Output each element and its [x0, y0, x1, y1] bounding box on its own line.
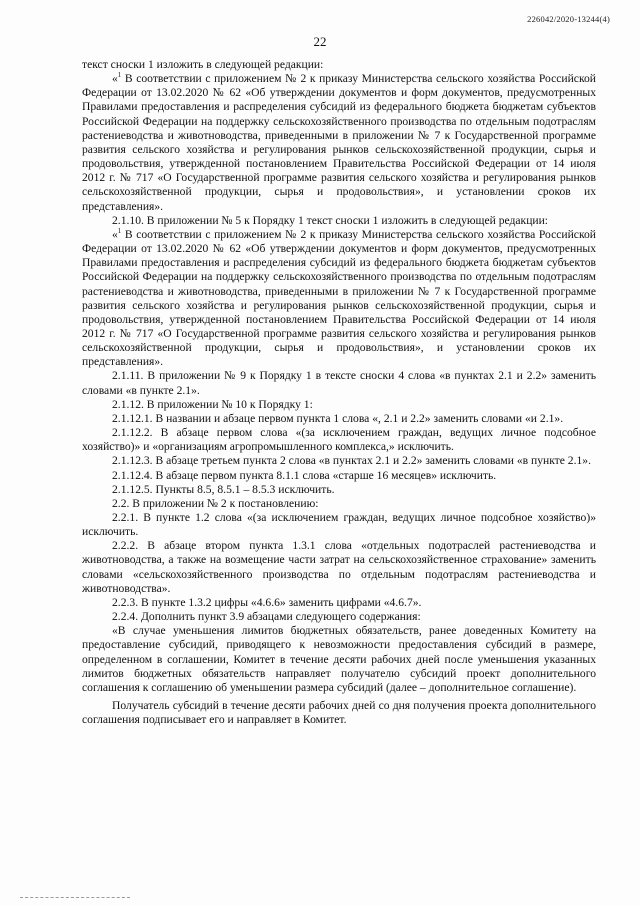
document-body — [82, 58, 596, 727]
paragraph-quoted-text: «В случае уменьшения лимитов бюджетных обязательств, ранее доведенных Комитету на предоставление субсидий, приводящего к невозможности предоставления субсидий в размере, определенном в соглашении, Комитет в течение десяти рабочих дней после уменьшения указанных лимитов бюджетных обязательств направляет получателю субсидий проект дополнительного соглашения к соглашению об уменьшении размера субсидий (далее – дополнительное соглашение). — [82, 624, 596, 694]
paragraph-footnote-1 — [82, 72, 596, 214]
paragraph-2-2-3: 2.2.3. В пункте 1.3.2 цифры «4.6.6» заменить цифрами «4.6.7». — [112, 595, 422, 609]
paragraph-intro: текст сноски 1 изложить в следующей редакции: — [82, 58, 324, 71]
footnote-text: В соответствии с приложением № 2 к приказу Министерства сельского хозяйства Российской Федерации от 13.02.2020 № 62 «Об утверждении документов и форм документов, предусмотренных Правилами предоставления и распределения субсидий из федерального бюджета бюджетам субъектов Российской Федерации на поддержку сельскохозяйственного производства по отдельным подотраслям растениеводства и животноводства, приведенными в приложении № 7 к Государственной программе развития сельского хозяйства и регулирования рынков сельскохозяйственной продукции, сырья и продовольствия, утвержденной постановлением Правительства Российской Федерации от 14 июля 2012 г. № 717 «О Государственной программе развития сельского хозяйства и регулирования рынков сельскохозяйственной продукции, сырья и продовольствия», и установлении сроков их представления». — [82, 227, 596, 369]
paragraph-2-1-12-4: 2.1.12.4. В абзаце первом пункта 8.1.1 слова «старше 16 месяцев» исключить. — [112, 468, 497, 482]
footnote-marker: 1 — [117, 71, 122, 80]
paragraph-footnote-2 — [82, 228, 596, 370]
paragraph-2-2: 2.2. В приложении № 2 к постановлению: — [112, 496, 319, 510]
document-registration-number: 226042/2020-13244(4) — [527, 14, 610, 24]
opening-quote: « — [112, 227, 118, 241]
paragraph-2-1-11: 2.1.11. В приложении № 9 к Порядку 1 в тексте сноски 4 слова «в пунктах 2.1 и 2.2» заменить словами «в пункте 2.1». — [82, 369, 596, 397]
page-number: 22 — [313, 34, 327, 49]
paragraph-2-1-12-2: 2.1.12.2. В абзаце первом слова «(за исключением граждан, ведущих личное подсобное хозяйство)» и «организациям агропромышленного комплекса,» исключить. — [82, 426, 596, 454]
paragraph-2-2-2: 2.2.2. В абзаце втором пункта 1.3.1 слова «отдельных подотраслей растениеводства и животноводства, а также на возмещение части затрат на сельскохозяйственное страхование» заменить словами «сельскохозяйственного производства по отдельным подотраслям растениеводства и животноводства». — [82, 539, 596, 595]
paragraph-2-1-12-3: 2.1.12.3. В абзаце третьем пункта 2 слова «в пунктах 2.1 и 2.2» заменить словами «в пункте 2.1». — [112, 454, 591, 468]
scan-edge-mark — [20, 897, 130, 901]
paragraph-2-1-12-1: 2.1.12.1. В названии и абзаце первом пункта 1 слова «, 2.1 и 2.2» заменить словами «и 2.1». — [112, 411, 564, 425]
footnote-marker: 1 — [117, 227, 122, 236]
paragraph-closing: Получатель субсидий в течение десяти рабочих дней со дня получения проекта дополнительного соглашения подписывает его и направляет в Комитет. — [82, 699, 596, 727]
opening-quote: « — [112, 72, 118, 86]
paragraph-2-1-12-5: 2.1.12.5. Пункты 8.5, 8.5.1 – 8.5.3 исключить. — [112, 482, 335, 496]
paragraph-2-2-4: 2.2.4. Дополнить пункт 3.9 абзацами следующего содержания: — [112, 610, 421, 624]
footnote-text: В соответствии с приложением № 2 к приказу Министерства сельского хозяйства Российской Федерации от 13.02.2020 № 62 «Об утверждении документов и форм документов, предусмотренных Правилами предоставления и распределения субсидий из федерального бюджета бюджетам субъектов Российской Федерации на поддержку сельскохозяйственного производства по отдельным подотраслям растениеводства и животноводства, приведенными в приложении № 7 к Государственной программе развития сельского хозяйства и регулирования рынков сельскохозяйственной продукции, сырья и продовольствия, утвержденной постановлением Правительства Российской Федерации от 14 июля 2012 г. № 717 «О Государственной программе развития сельского хозяйства и регулирования рынков сельскохозяйственной продукции, сырья и продовольствия», и установлении сроков их представления». — [82, 72, 596, 213]
paragraph-2-1-12: 2.1.12. В приложении № 10 к Порядку 1: — [112, 397, 313, 411]
paragraph-2-2-1: 2.2.1. В пункте 1.2 слова «(за исключением граждан, ведущих личное подсобное хозяйство)» исключить. — [82, 511, 596, 539]
paragraph-2-1-10: 2.1.10. В приложении № 5 к Порядку 1 текст сноски 1 изложить в следующей редакции: — [112, 213, 549, 227]
